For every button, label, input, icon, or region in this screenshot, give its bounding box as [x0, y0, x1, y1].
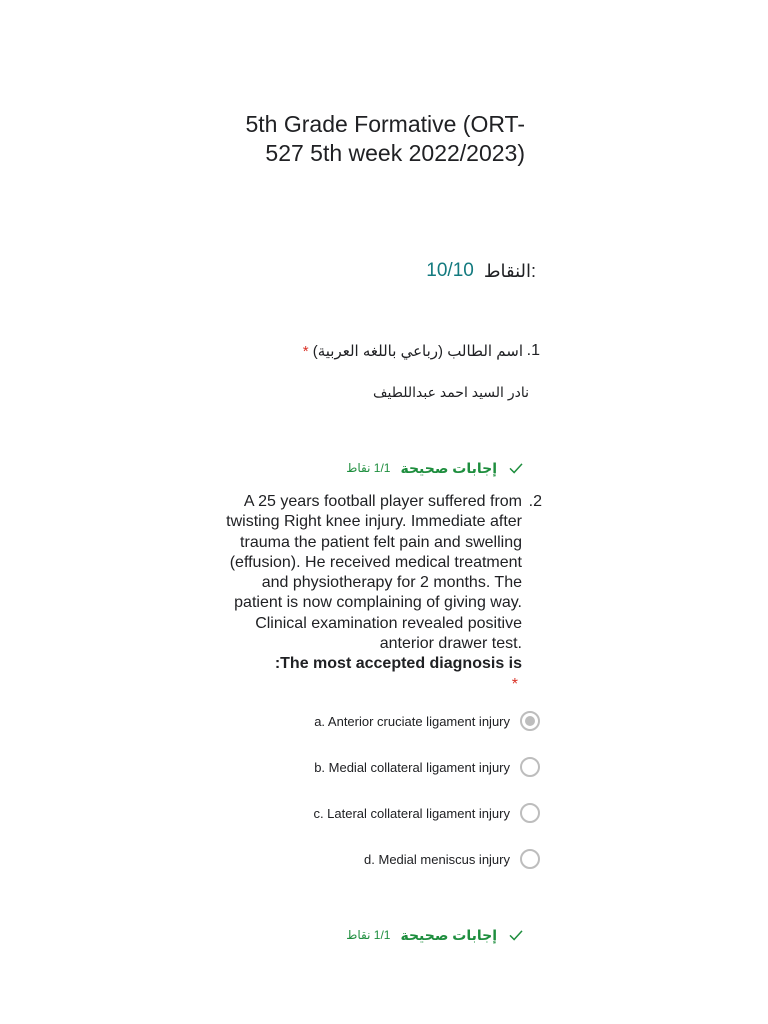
option-a[interactable] [314, 711, 540, 731]
check-icon [507, 926, 525, 944]
option-b[interactable] [314, 757, 540, 777]
score-label: النقاط: [483, 260, 536, 281]
radio-empty-icon[interactable] [520, 803, 540, 823]
option-d[interactable] [364, 849, 540, 869]
question-2-points: 1/1 نقاط [346, 461, 391, 475]
question-2-body: A 25 years football player suffered from twisting Right knee injury. Immediate after trauma the patient felt pain and swelling (effusion). He received medical treatment and physiotherapy for 2 months. The patient is now complaining of giving way. Clinical examination revealed positive anterior drawer test. [226, 493, 522, 653]
form-title: 5th Grade Formative (ORT-527 5th week 2022/2023) [245, 111, 525, 166]
check-icon [507, 459, 525, 477]
correct-answer-label: إجابات صحيحة [400, 926, 497, 943]
option-b-label: b. Medial collateral ligament injury [314, 759, 510, 775]
option-c[interactable] [313, 803, 540, 823]
option-c-label: c. Lateral collateral ligament injury [313, 805, 510, 821]
question-3-correct-row [346, 926, 525, 944]
radio-empty-icon[interactable] [520, 757, 540, 777]
question-1-number: .1 [526, 342, 540, 359]
score-value: 10/10 [426, 260, 474, 281]
radio-empty-icon[interactable] [520, 849, 540, 869]
question-1-title-text: اسم الطالب (رباعي باللغه العربية) [312, 343, 523, 360]
score-row [426, 260, 536, 282]
question-2-number: .2 [528, 493, 542, 510]
question-2-correct-row [346, 459, 525, 477]
question-1-answer: نادر السيد احمد عبداللطيف [373, 384, 529, 400]
required-asterisk: * [302, 343, 309, 360]
required-asterisk: * [511, 675, 518, 693]
option-a-label: a. Anterior cruciate ligament injury [314, 713, 510, 729]
question-2-prompt: The most accepted diagnosis is: [274, 655, 522, 673]
radio-selected-icon[interactable] [520, 711, 540, 731]
question-2-text [222, 492, 522, 695]
question-3-points: 1/1 نقاط [346, 928, 391, 942]
question-1-title [303, 342, 523, 360]
option-d-label: d. Medial meniscus injury [364, 851, 510, 867]
correct-answer-label: إجابات صحيحة [400, 459, 497, 476]
